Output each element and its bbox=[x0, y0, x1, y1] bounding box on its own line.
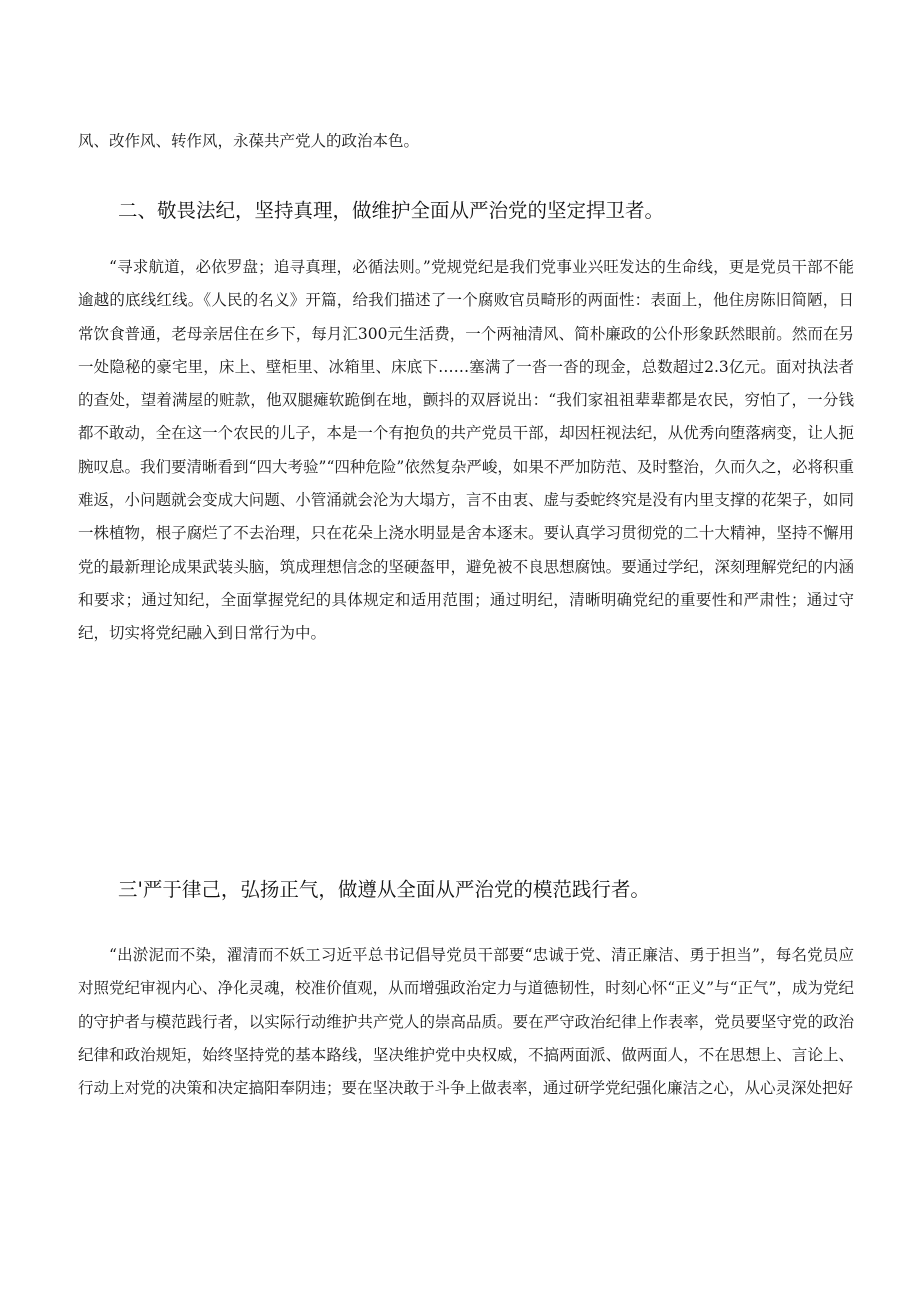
continuation-paragraph: 风、改作风、转作风，永葆共产党人的政治本色。 bbox=[78, 132, 420, 150]
section-3-body: “出淤泥而不染，濯清而不妖工习近平总书记倡导党员干部要“忠诚于党、清正廉洁、勇于担当”，每名党员应对照党纪审视内心、净化灵魂，校准价值观，从而增强政治定力与道德韧性，时刻心怀“正义”与“正气”，成为党纪的守护者与模范践行者，以实际行动维护共产党人的崇高品质。要在严守政治纪律上作表率，党员要坚守党的政治纪律和政治规矩，始终坚持党的基本路线，坚决维护党中央权威，不搞两面派、做两面人，不在思想上、言论上、行动上对党的决策和决定搞阳奉阴违；要在坚决敢于斗争上做表率，通过研学党纪强化廉洁之心，从心灵深处把好 bbox=[78, 946, 854, 1098]
section-2-heading: 二、敬畏法纪，坚持真理，做维护全面从严治党的坚定捍卫者。 bbox=[118, 199, 665, 222]
section-2-body: “寻求航道，必依罗盘；追寻真理，必循法则。”党规党纪是我们党事业兴旺发达的生命线，更是党员干部不能逾越的底线红线。《人民的名义》开篇，给我们描述了一个腐败官员畸形的两面性：表面上，他住房陈旧简陋，日常饮食普通，老母亲居住在乡下，每月汇300元生活费，一个两袖清风、简朴廉政的公仆形象跃然眼前。然而在另一处隐秘的豪宅里，床上、壁柜里、冰箱里、床底下……塞满了一沓一沓的现金，总数超过2.3亿元。面对执法者的查处，望着满屋的赃款，他双腿瘫软跪倒在地，颤抖的双唇说出：“我们家祖祖辈辈都是农民，穷怕了，一分钱都不敢动，全在这一个农民的儿子，本是一个有抱负的共产党员干部，却因枉视法纪，从优秀向堕落病变，让人扼腕叹息。我们要清晰看到“四大考验”“四种危险”依然复杂严峻，如果不严加防范、及时整治，久而久之，必将积重难返，小问题就会变成大问题、小管涌就会沦为大塌方，言不由衷、虚与委蛇终究是没有内里支撑的花架子，如同一株植物，根子腐烂了不去治理，只在花朵上浇水明显是舍本逐末。要认真学习贯彻党的二十大精神，坚持不懈用党的最新理论成果武装头脑，筑成理想信念的坚硬盔甲，避免被不良思想腐蚀。要通过学纪，深刻理解党纪的内涵和要求；通过知纪，全面掌握党纪的具体规定和适用范围；通过明纪，清晰明确党纪的重要性和严肃性；通过守纪，切实将党纪融入到日常行为中。 bbox=[78, 258, 854, 643]
section-3-heading: 三'严于律己，弘扬正气，做遵从全面从严治党的模范践行者。 bbox=[118, 878, 650, 901]
